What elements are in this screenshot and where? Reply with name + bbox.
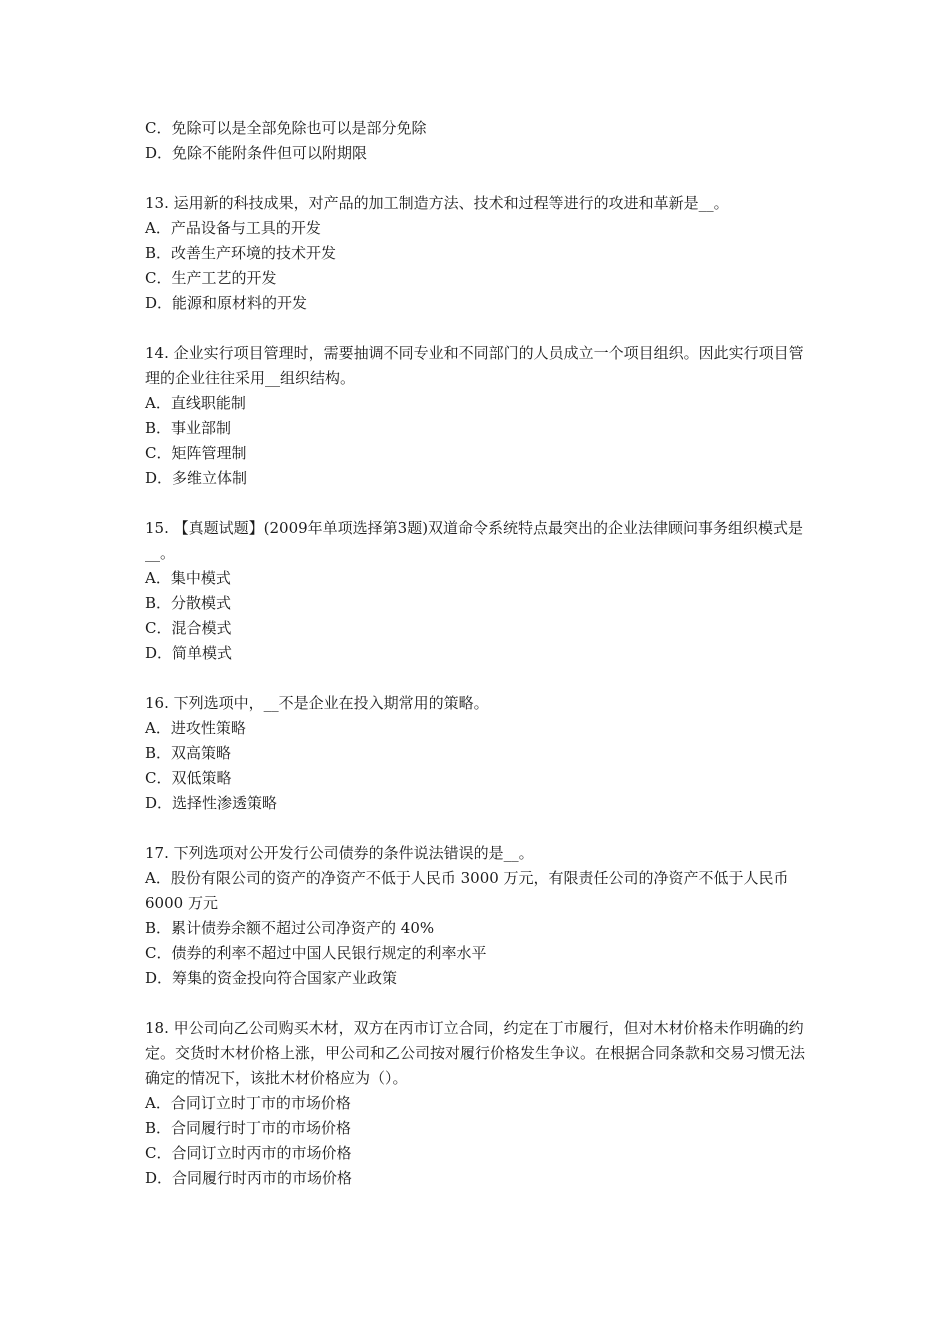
question-17	[145, 841, 813, 991]
question-15	[145, 516, 813, 666]
question-14	[145, 341, 813, 491]
option-c: C．双低策略	[145, 769, 232, 787]
option-b: B．改善生产环境的技术开发	[145, 244, 337, 262]
option-c: C．合同订立时丙市的市场价格	[145, 1144, 352, 1162]
question-16	[145, 691, 813, 816]
option-b: B．累计债券余额不超过公司净资产的 40%	[145, 919, 435, 937]
option-b: B．合同履行时丁市的市场价格	[145, 1119, 352, 1137]
option-d: D．多维立体制	[145, 469, 248, 487]
question-text: 14. 企业实行项目管理时，需要抽调不同专业和不同部门的人员成立一个项目组织。因此实行项目管理的企业往往采用__组织结构。	[145, 344, 804, 387]
question-text: 16. 下列选项中，__不是企业在投入期常用的策略。	[145, 694, 489, 712]
option-a: A．进攻性策略	[145, 719, 246, 737]
question-text: 18. 甲公司向乙公司购买木材，双方在丙市订立合同，约定在丁市履行，但对木材价格未作明确的约定。交货时木材价格上涨，甲公司和乙公司按对履行价格发生争议。在根据合同条款和交易习惯无法确定的情况下，该批木材价格应为（）。	[145, 1019, 806, 1087]
option-a: A．产品设备与工具的开发	[145, 219, 321, 237]
question-18	[145, 1016, 813, 1191]
option-c: C．生产工艺的开发	[145, 269, 277, 287]
question-text: 13. 运用新的科技成果，对产品的加工制造方法、技术和过程等进行的攻进和革新是__。	[145, 194, 729, 212]
option-b: B．事业部制	[145, 419, 232, 437]
option-d: D．筹集的资金投向符合国家产业政策	[145, 969, 398, 987]
option-c: C．免除可以是全部免除也可以是部分免除	[145, 119, 427, 137]
option-a: A．股份有限公司的资产的净资产不低于人民币 3000 万元，有限责任公司的净资产不低于人民币 6000 万元	[145, 869, 789, 912]
option-d: D．能源和原材料的开发	[145, 294, 308, 312]
option-d: D．免除不能附条件但可以附期限	[145, 144, 368, 162]
question-13	[145, 191, 813, 316]
question-text: 17. 下列选项对公开发行公司债券的条件说法错误的是__。	[145, 844, 534, 862]
option-b: B．双高策略	[145, 744, 232, 762]
option-d: D．选择性渗透策略	[145, 794, 278, 812]
question-fragment	[145, 116, 813, 166]
option-a: A．合同订立时丁市的市场价格	[145, 1094, 351, 1112]
option-b: B．分散模式	[145, 594, 232, 612]
option-a: A．集中模式	[145, 569, 231, 587]
question-text: 15. 【真题试题】(2009年单项选择第3题)双道命令系统特点最突出的企业法律顾问事务组织模式是__。	[145, 519, 804, 562]
option-d: D．合同履行时丙市的市场价格	[145, 1169, 353, 1187]
document-page	[145, 116, 813, 1191]
option-c: C．矩阵管理制	[145, 444, 247, 462]
option-d: D．简单模式	[145, 644, 233, 662]
option-c: C．混合模式	[145, 619, 232, 637]
option-c: C．债券的利率不超过中国人民银行规定的利率水平	[145, 944, 487, 962]
option-a: A．直线职能制	[145, 394, 246, 412]
